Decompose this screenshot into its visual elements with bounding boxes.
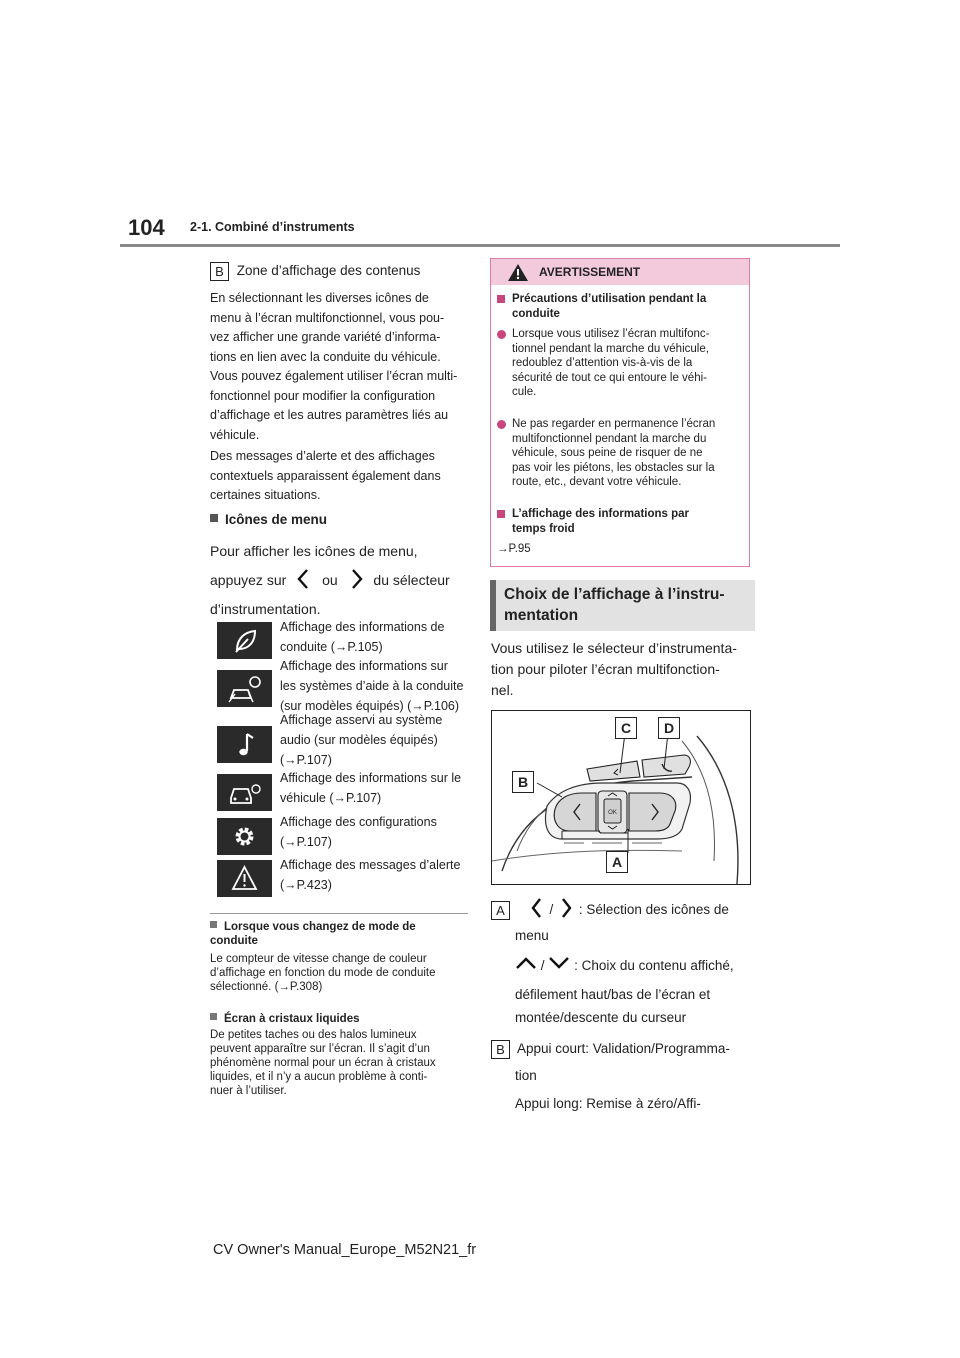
square-bullet-icon xyxy=(210,921,217,928)
warning-title: AVERTISSEMENT xyxy=(539,265,641,279)
legend-b-line-3: Appui long: Remise à zéro/Affi- xyxy=(515,1096,701,1111)
warning-bullet-2: Ne pas regarder en permanence l’écran multifonctionnel pendant la marche du véhicule, sous peine de risquer de ne pas voir les piétons, les obstacles sur la route, etc., devant votre véhicule. xyxy=(497,417,737,490)
steering-switch-illustration xyxy=(491,710,751,885)
section-title: 2-1. Combiné d’instruments xyxy=(190,220,355,234)
square-bullet-icon xyxy=(210,514,218,522)
choice-heading-title: Choix de l’affichage à l’instru- mentation xyxy=(504,586,725,624)
warning-heading-cold-weather: L’affichage des informations par temps froid xyxy=(497,507,737,536)
callout-d: D xyxy=(658,717,680,739)
choice-heading-box xyxy=(490,580,755,631)
b-heading xyxy=(210,262,420,281)
driver-assist-icon xyxy=(217,670,272,707)
circle-bullet-icon xyxy=(497,330,506,339)
warning-triangle-icon xyxy=(217,860,272,897)
legend-a-line-1: A / : Sélection des icônes de xyxy=(491,897,756,920)
leaf-icon xyxy=(217,622,272,659)
warning-page-reference: →P.95 xyxy=(497,543,531,555)
choice-intro: Vous utilisez le sélecteur d’instrumenta- tion pour piloter l’écran multifonction- nel. xyxy=(491,640,737,698)
warning-header xyxy=(491,259,749,285)
chevron-right-icon xyxy=(345,568,367,590)
callout-c: C xyxy=(615,717,637,739)
notes-divider xyxy=(210,913,468,914)
menu-intro: Pour afficher les icônes de menu, appuyez sur ou du sélecteur d’instrumentation. xyxy=(210,543,450,617)
gear-icon xyxy=(217,818,272,855)
content-paragraph-2: Des messages d’alerte et des affichages contextuels apparaissent également dans certaines situations. xyxy=(210,449,441,502)
chevron-left-icon xyxy=(528,897,546,919)
footer-manual-name: CV Owner's Manual_Europe_M52N21_fr xyxy=(213,1242,477,1258)
circle-bullet-icon xyxy=(497,420,506,429)
menu-icons-heading: Icônes de menu xyxy=(210,512,327,527)
a-label-box: A xyxy=(491,901,510,920)
ok-button-label: OK xyxy=(608,810,617,816)
legend-a-line-2: menu xyxy=(515,928,549,943)
page-number: 104 xyxy=(128,215,165,240)
b-label-box: B xyxy=(210,262,229,281)
legend-a-line-4: défilement haut/bas de l’écran et xyxy=(515,987,711,1002)
legend-a-line-5: montée/descente du curseur xyxy=(515,1010,687,1025)
music-note-icon xyxy=(217,726,272,763)
square-bullet-icon xyxy=(497,510,505,518)
warning-heading-precautions: Précautions d’utilisation pendant la conduite xyxy=(497,292,737,321)
legend-a-line-3: / : Choix du contenu affiché, xyxy=(515,956,755,976)
chevron-down-icon xyxy=(548,956,570,970)
b-heading-text: Zone d’affichage des contenus xyxy=(236,263,421,279)
square-bullet-icon xyxy=(497,295,505,303)
content-paragraph-1: En sélectionnant les diverses icônes de menu à l’écran multifonctionnel, vous pou- vez afficher une grande variété d’informa- tions en lien avec la conduite du véhicule. Vous pouvez également utiliser l’écran multi- fonctionnel pour modifier la configuration d’affichage et les autres paramètres liés au véhicule. xyxy=(210,291,458,442)
caution-triangle-icon xyxy=(507,263,529,282)
callout-b: B xyxy=(512,771,534,793)
b-label-box: B xyxy=(491,1040,510,1059)
note-driving-mode: Lorsque vous changez de mode de conduite Le compteur de vitesse change de couleur d’affichage en fonction du mode de conduite sélectionné. (→P.308) xyxy=(210,921,436,993)
header-rule xyxy=(120,244,840,247)
chevron-up-icon xyxy=(515,956,537,970)
callout-a: A xyxy=(606,851,628,873)
vehicle-info-icon xyxy=(217,774,272,811)
legend-b-line-1: B Appui court: Validation/Programma- xyxy=(491,1039,756,1059)
chevron-right-icon xyxy=(557,897,575,919)
warning-box xyxy=(490,258,750,567)
square-bullet-icon xyxy=(210,1013,217,1020)
chevron-left-icon xyxy=(293,568,315,590)
legend-b-line-2: tion xyxy=(515,1068,537,1083)
note-lcd-screen: Écran à cristaux liquides De petites taches ou des halos lumineux peuvent apparaître sur l’écran. Il s’agit d’un phénomène normal pour un écran à cristaux liquides, et il n’y a aucun problème à conti- nuer à l’utiliser. xyxy=(210,1013,436,1097)
warning-bullet-1: Lorsque vous utilisez l’écran multifonc- tionnel pendant la marche du véhicule, redoublez d’attention vis-à-vis de la sécurité de tout ce qui entoure le véhi- cule. xyxy=(497,327,737,400)
